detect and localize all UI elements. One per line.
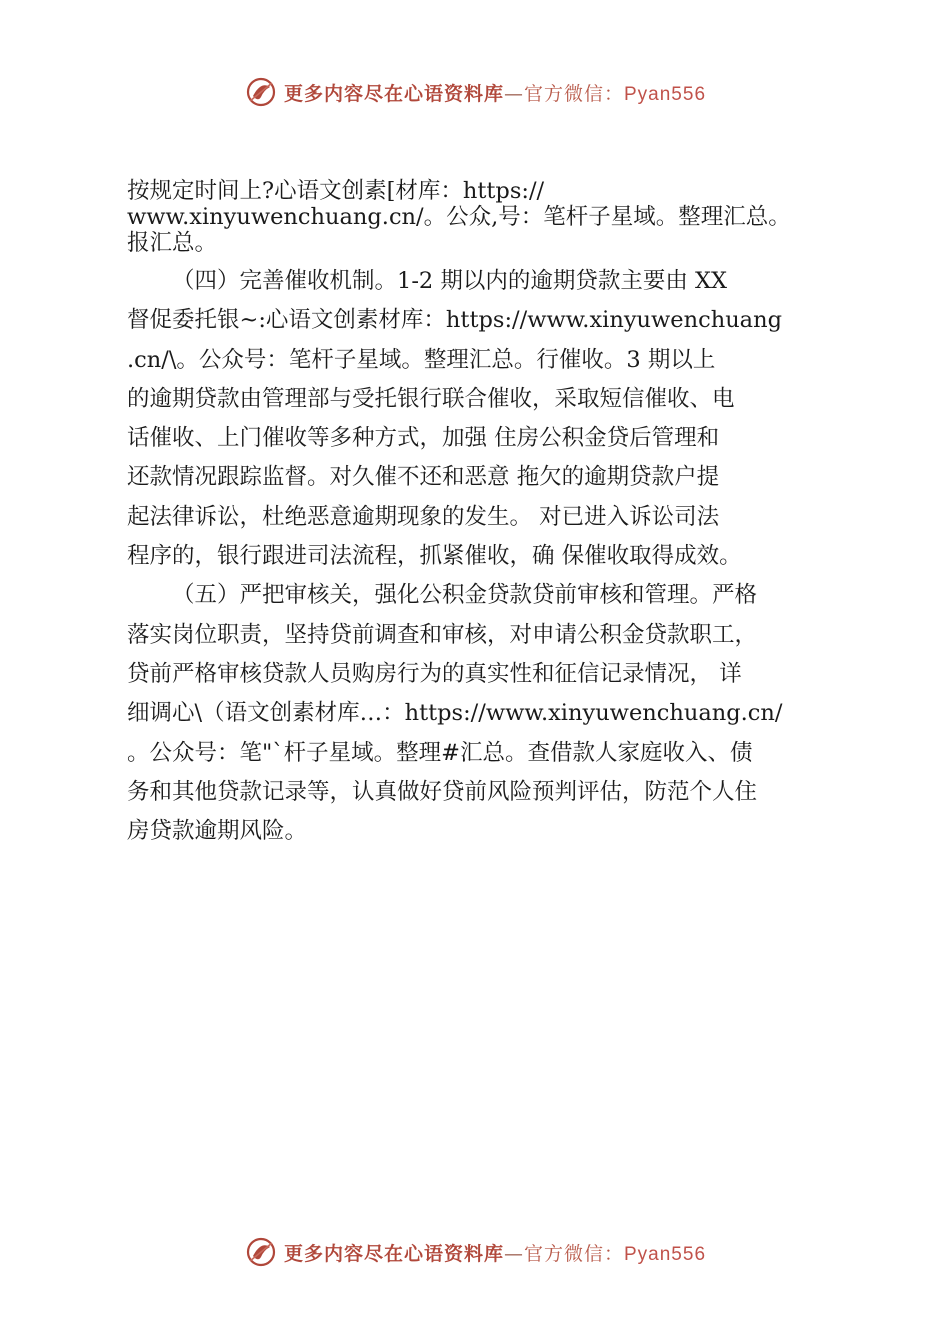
- text-line: 细调心\（语文创素材库…：https://www.xinyuwenchuang.cn/: [127, 700, 783, 727]
- watermark-separator: —: [503, 1242, 524, 1265]
- watermark-label: 官方微信：: [523, 82, 624, 105]
- text-line: 还款情况跟踪监督。对久催不还和恶意 拖欠的逾期贷款户提: [127, 464, 720, 491]
- footer-watermark: [0, 1232, 950, 1272]
- text-line: （四）完善催收机制。1-2 期以内的逾期贷款主要由 XX: [172, 268, 728, 294]
- header-watermark: [0, 72, 950, 112]
- paragraph-2: [127, 262, 843, 576]
- watermark-label: 官方微信：: [523, 1242, 624, 1265]
- text-line: 落实岗位职责，坚持贷前调查和审核，对申请公积金贷款职工，: [127, 621, 758, 648]
- text-line: 按规定时间上?心语文创素[材库：https://: [127, 178, 545, 204]
- document-body: [127, 178, 843, 851]
- text-line: 的逾期贷款由管理部与受托银行联合催收，采取短信催收、电: [127, 385, 735, 412]
- text-line: .cn/\。公众号：笔杆子星域。整理汇总。行催收。3 期以上: [127, 346, 716, 373]
- text-line: 房贷款逾期风险。: [127, 818, 308, 845]
- text-line: 贷前严格审核贷款人员购房行为的真实性和征信记录情况， 详: [127, 660, 742, 687]
- watermark-id: Pyan556: [624, 83, 707, 105]
- text-line: 务和其他贷款记录等，认真做好贷前风险预判评估，防范个人住: [127, 778, 758, 805]
- text-line: 报汇总。: [127, 230, 218, 256]
- watermark-text: [284, 1239, 706, 1266]
- text-line: 程序的，银行跟进司法流程，抓紧催收，确 保催收取得成效。: [127, 543, 742, 570]
- text-line: 督促委托银~:心语文创素材库：https://www.xinyuwenchuang: [127, 307, 782, 334]
- text-line: （五）严把审核关，强化公积金贷款贷前审核和管理。严格: [172, 582, 758, 609]
- paragraph-1: [127, 178, 843, 256]
- watermark-brand: 更多内容尽在心语资料库: [283, 1242, 504, 1265]
- text-line: 。公众号：笔"`杆子星域。整理#汇总。查借款人家庭收入、债: [127, 739, 753, 766]
- watermark-brand: 更多内容尽在心语资料库: [283, 82, 504, 105]
- text-line: 起法律诉讼，杜绝恶意逾期现象的发生。 对已进入诉讼司法: [127, 503, 720, 530]
- paragraph-3: [127, 576, 843, 851]
- text-line: www.xinyuwenchuang.cn/。公众,号：笔杆子星域。整理汇总。: [127, 204, 791, 230]
- brand-logo-icon: [244, 75, 278, 109]
- text-line: 话催收、上门催收等多种方式，加强 住房公积金贷后管理和: [127, 425, 720, 452]
- watermark-separator: —: [503, 82, 524, 105]
- watermark-text: [284, 79, 706, 106]
- watermark-id: Pyan556: [624, 1243, 707, 1265]
- brand-logo-icon: [244, 1235, 278, 1269]
